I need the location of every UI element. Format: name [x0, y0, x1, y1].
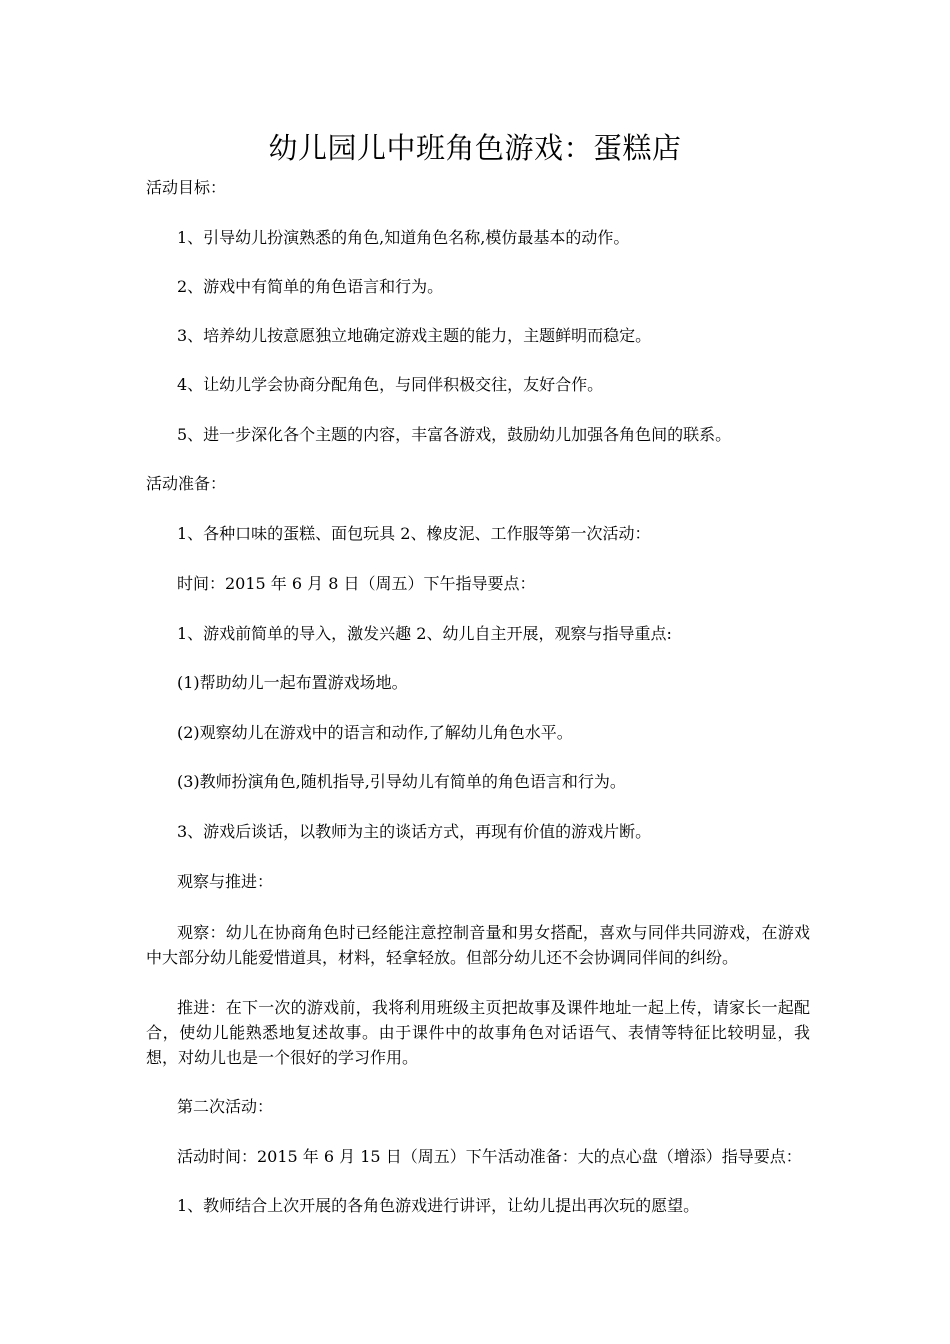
- section-heading-observation: 观察与推进：: [177, 872, 274, 891]
- observation-paragraph: 观察：幼儿在协商角色时已经能注意控制音量和男女搭配，喜欢与同伴共同游戏，在游戏中大部分幼儿能爱惜道具，材料，轻拿轻放。但部分幼儿还不会协调同伴间的纠纷。: [146, 923, 810, 967]
- goal-item-4: 4、让幼儿学会协商分配角色，与同伴积极交往，友好合作。: [177, 375, 604, 394]
- second-activity-point-1: 1、教师结合上次开展的各角色游戏进行讲评，让幼儿提出再次玩的愿望。: [177, 1196, 700, 1215]
- document-title: 幼儿园儿中班角色游戏：蛋糕店: [268, 131, 682, 165]
- advancement-paragraph: 推进：在下一次的游戏前，我将利用班级主页把故事及课件地址一起上传，请家长一起配合，使幼儿能熟悉地复述故事。由于课件中的故事角色对话语气、表情等特征比较明显，我想，对幼儿也是一个很好的学习作用。: [146, 998, 810, 1067]
- goal-item-5: 5、进一步深化各个主题的内容，丰富各游戏，鼓励幼儿加强各角色间的联系。: [177, 425, 732, 444]
- guidance-subpoint-3: (3)教师扮演角色,随机指导,引导幼儿有简单的角色语言和行为。: [177, 772, 626, 791]
- goal-item-1: 1、引导幼儿扮演熟悉的角色,知道角色名称,模仿最基本的动作。: [177, 228, 630, 247]
- guidance-point-3: 3、游戏后谈话，以教师为主的谈话方式，再现有价值的游戏片断。: [177, 822, 652, 841]
- guidance-subpoint-2: (2)观察幼儿在游戏中的语言和动作,了解幼儿角色水平。: [177, 723, 573, 742]
- guidance-subpoint-1: (1)帮助幼儿一起布置游戏场地。: [177, 673, 408, 692]
- goal-item-2: 2、游戏中有简单的角色语言和行为。: [177, 277, 444, 296]
- preparation-item-1: 1、各种口味的蛋糕、面包玩具 2、橡皮泥、工作服等第一次活动：: [177, 524, 651, 543]
- guidance-point-1: 1、游戏前简单的导入，激发兴趣 2、幼儿自主开展，观察与指导重点:: [177, 624, 672, 643]
- second-activity-time: 活动时间：2015 年 6 月 15 日（周五）下午活动准备：大的点心盘（增添）指导要点：: [177, 1147, 802, 1166]
- section-heading-goals: 活动目标：: [146, 178, 227, 197]
- first-activity-time: 时间：2015 年 6 月 8 日（周五）下午指导要点：: [177, 574, 536, 593]
- goal-item-3: 3、培养幼儿按意愿独立地确定游戏主题的能力，主题鲜明而稳定。: [177, 326, 652, 345]
- second-activity-heading: 第二次活动：: [177, 1097, 274, 1116]
- section-heading-preparation: 活动准备：: [146, 474, 227, 493]
